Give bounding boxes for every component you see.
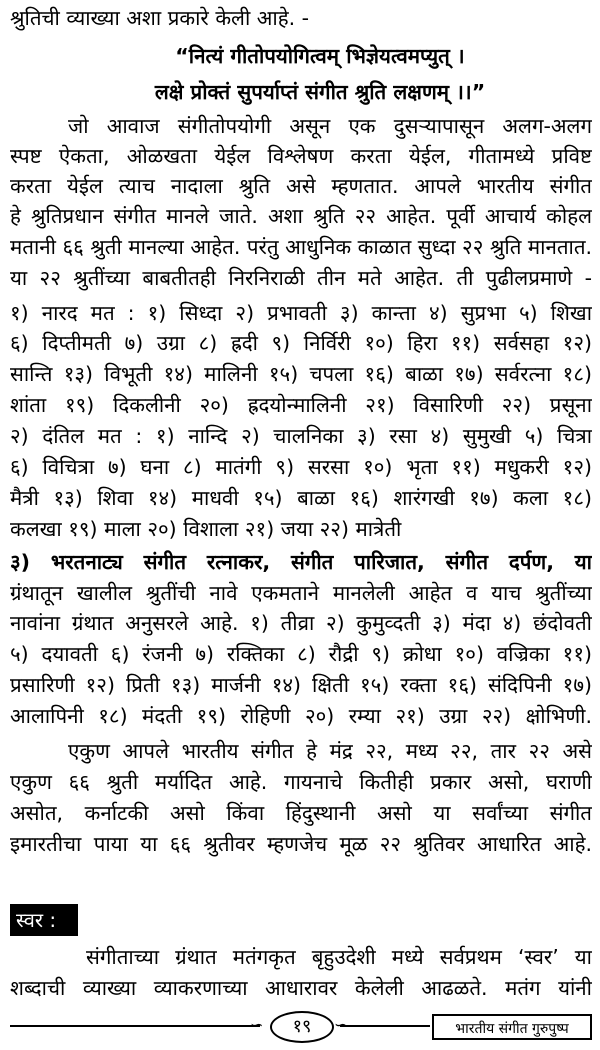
page-number: १९ (270, 1011, 334, 1043)
narad-mat-line-3: सान्ति १३) विभूती १४) मालिनी १५) चपला १६) बाळा १७) सर्वरत्ना १८) (10, 362, 592, 386)
bharatnatya-line-5: प्रसारिणी १२) प्रिती १३) मार्जनी १४) क्षिती १५) रक्ता १६) संदिपिनी १७) (10, 673, 592, 697)
summary-line-3: असोत, कर्नाटकी असो किंवा हिंदुस्थानी असो या सर्वांच्या संगीत (10, 801, 592, 825)
dantil-mat-line-1: २) दंतिल मत : १) नान्दि २) चालनिका ३) रसा ४) सुमुखी ५) चित्रा (10, 424, 592, 448)
bharatnatya-line-6: आलापिनी १८) मंदती १९) रोहिणी २०) रम्या २१) उग्रा २२) क्षोभिणी. (10, 704, 592, 728)
text-line-8: मतानी ६६ श्रुती मानल्या आहेत. परंतु आधुनिक काळात सुध्दा २२ श्रुति मानतात. (10, 235, 592, 259)
summary-line-2: एकुण ६६ श्रुती मर्यादित आहे. गायनाचे कितीही प्रकार असो, घराणी (10, 770, 592, 794)
text-line-6: करता येईल त्याच नादाला श्रुति असे म्हणतात. आपले भारतीय संगीत (10, 174, 592, 198)
sanskrit-verse-line-2: लक्षे प्रोक्तं सुपर्याप्तं संगीत श्रुति लक्षणम् ।।” (154, 80, 486, 104)
book-title: भारतीय संगीत गुरुपुष्प (432, 1014, 592, 1040)
swar-line-1: संगीताच्या ग्रंथात मतंगकृत बृहुउदेशी मध्ये सर्वप्रथम ‘स्वर’ या (86, 945, 592, 969)
dantil-mat-line-3: मैत्री १३) शिवा १४) माधवी १५) बाळा १६) शारंगखी १७) कला १८) (10, 486, 592, 510)
text-line-9: या २२ श्रुतींच्या बाबतीतही निरनिराळी तीन मते आहेत. ती पुढीलप्रमाणे - (10, 266, 592, 290)
sanskrit-verse-line-1: “नित्यं गीतोपयोगित्वम् भिज्ञेयत्वमप्युत् । (175, 44, 465, 68)
text-line-7: हे श्रुतिप्रधान संगीत मानले जाते. अशा श्रुति २२ आहेत. पूर्वी आचार्य कोहल (10, 204, 592, 228)
section-heading-swar: स्वर : (10, 904, 78, 936)
dantil-mat-line-2: ६) विचित्रा ७) घना ८) मातंगी ९) सरसा १०) भृता ११) मधुकरी १२) (10, 455, 592, 479)
narad-mat-line-4: शांता १९) दिकलीनी २०) ह्रदयोन्मालिनी २१) विसारिणी २२) प्रसूना (10, 393, 592, 417)
narad-mat-line-1: १) नारद मत : १) सिध्दा २) प्रभावती ३) कान्ता ४) सुप्रभा ५) शिखा (10, 301, 592, 325)
bharatnatya-line-1: ३) भरतनाट्य संगीत रत्नाकर, संगीत पारिजात, संगीत दर्पण, या (10, 550, 592, 574)
footer-flourish-left-icon: ∽ (250, 1015, 264, 1034)
bharatnatya-line-4: ५) दयावती ६) रंजनी ७) रक्तिका ८) रौद्री ९) क्रोधा १०) वज्रिका ११) (10, 642, 592, 666)
bharatnatya-line-3: नावांना ग्रंथात अनुसरले आहे. १) तीव्रा २) कुमुव्दती ३) मंदा ४) छंदोवती (10, 611, 592, 635)
swar-line-2: शब्दाची व्याख्या व्याकरणाच्या आधारावर केलेली आढळते. मतंग यांनी (10, 976, 592, 1000)
footer-flourish-right-icon: ∽ (334, 1015, 348, 1034)
text-line-1: श्रुतिची व्याख्या अशा प्रकारे केली आहे. - (10, 6, 310, 30)
footer-rule-left (10, 1025, 260, 1027)
dantil-mat-line-4: कलखा १९) माला २०) विशाला २१) जया २२) मात्रेती (10, 517, 402, 541)
text-line-4: जो आवाज संगीतोपयोगी असून एक दुसऱ्यापासून अलग-अलग (68, 114, 592, 138)
bharatnatya-line-2: ग्रंथातून खालील श्रुतींची नावे एकमताने मानलेली आहेत व याच श्रुतींच्या (10, 581, 592, 605)
footer-rule-right (340, 1025, 430, 1027)
summary-line-4: इमारतीचा पाया या ६६ श्रुतीवर म्हणजेच मूळ २२ श्रुतिवर आधारित आहे. (10, 832, 592, 856)
text-line-5: स्पष्ट ऐकता, ओळखता येईल विश्लेषण करता येईल, गीतामध्ये प्रविष्ट (10, 144, 592, 168)
narad-mat-line-2: ६) दिप्तीमती ७) उग्रा ८) ह्रदी ९) निर्विरी १०) हिरा ११) सर्वसहा १२) (10, 331, 592, 355)
summary-line-1: एकुण आपले भारतीय संगीत हे मंद्र २२, मध्य २२, तार २२ असे (68, 739, 592, 763)
